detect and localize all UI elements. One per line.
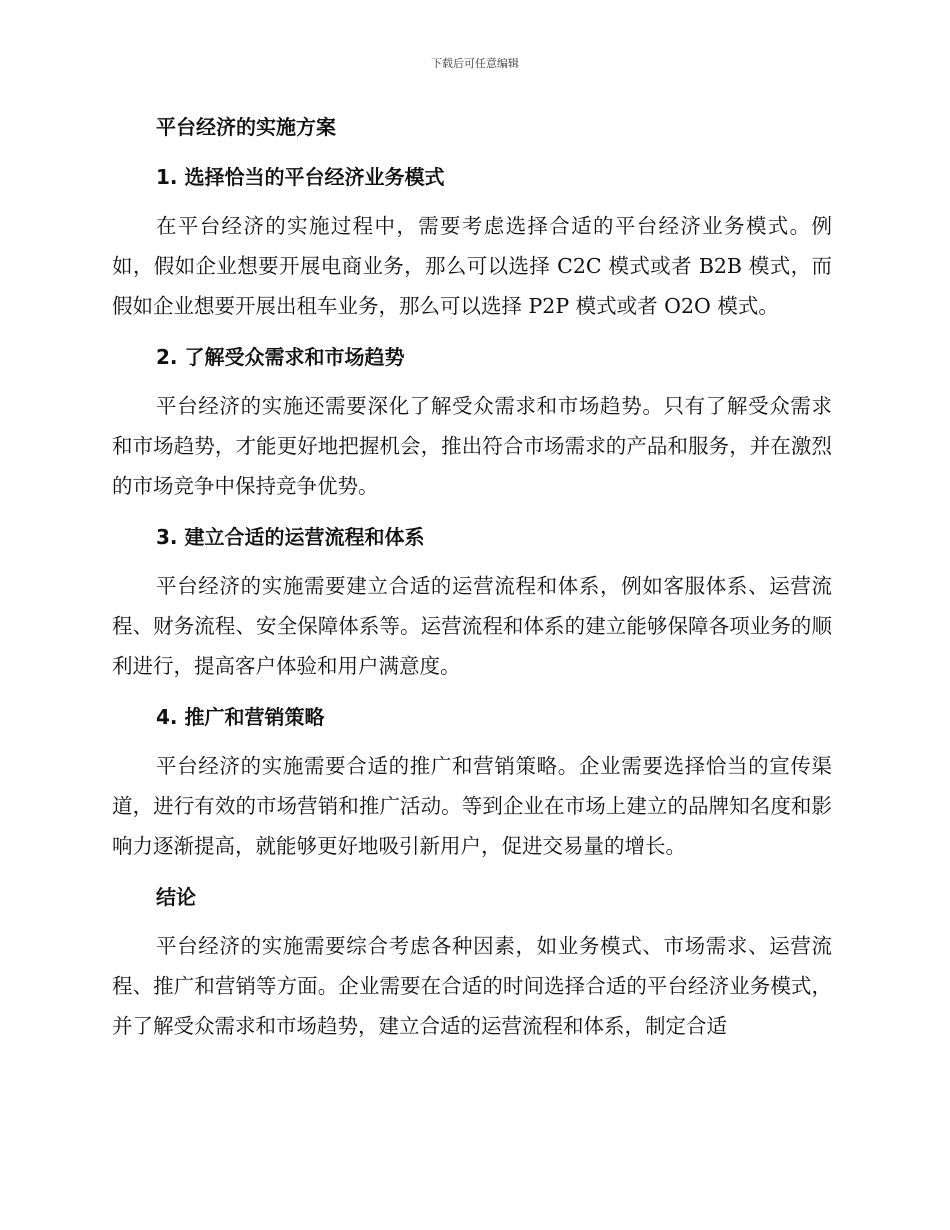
conclusion-paragraph: 平台经济的实施需要综合考虑各种因素，如业务模式、市场需求、运营流程、推广和营销等方面。企业需要在合适的时间选择合适的平台经济业务模式，并了解受众需求和市场趋势，建立合适的运营流程和体系，制定合适 — [112, 934, 832, 1038]
section-heading-1: 1. 选择恰当的平台经济业务模式 — [156, 165, 445, 189]
document-title: 平台经济的实施方案 — [156, 115, 336, 139]
section-heading-4: 4. 推广和营销策略 — [156, 705, 325, 729]
section-paragraph-1: 在平台经济的实施过程中，需要考虑选择合适的平台经济业务模式。例如，假如企业想要开展电商业务，那么可以选择 C2C 模式或者 B2B 模式，而假如企业想要开展出租车业务，那么可以选择 P2P 模式或者 O2O 模式。 — [112, 214, 832, 318]
document-body — [112, 108, 832, 1046]
header-note: 下载后可任意编辑 — [431, 57, 519, 70]
section-heading-2: 2. 了解受众需求和市场趋势 — [156, 345, 405, 369]
conclusion-heading: 结论 — [156, 885, 196, 909]
section-heading-3: 3. 建立合适的运营流程和体系 — [156, 525, 425, 549]
section-paragraph-4: 平台经济的实施需要合适的推广和营销策略。企业需要选择恰当的宣传渠道，进行有效的市场营销和推广活动。等到企业在市场上建立的品牌知名度和影响力逐渐提高，就能够更好地吸引新用户，促进交易量的增长。 — [112, 754, 832, 858]
section-paragraph-2: 平台经济的实施还需要深化了解受众需求和市场趋势。只有了解受众需求和市场趋势，才能更好地把握机会，推出符合市场需求的产品和服务，并在激烈的市场竞争中保持竞争优势。 — [112, 394, 832, 498]
section-paragraph-3: 平台经济的实施需要建立合适的运营流程和体系，例如客服体系、运营流程、财务流程、安全保障体系等。运营流程和体系的建立能够保障各项业务的顺利进行，提高客户体验和用户满意度。 — [112, 574, 832, 678]
